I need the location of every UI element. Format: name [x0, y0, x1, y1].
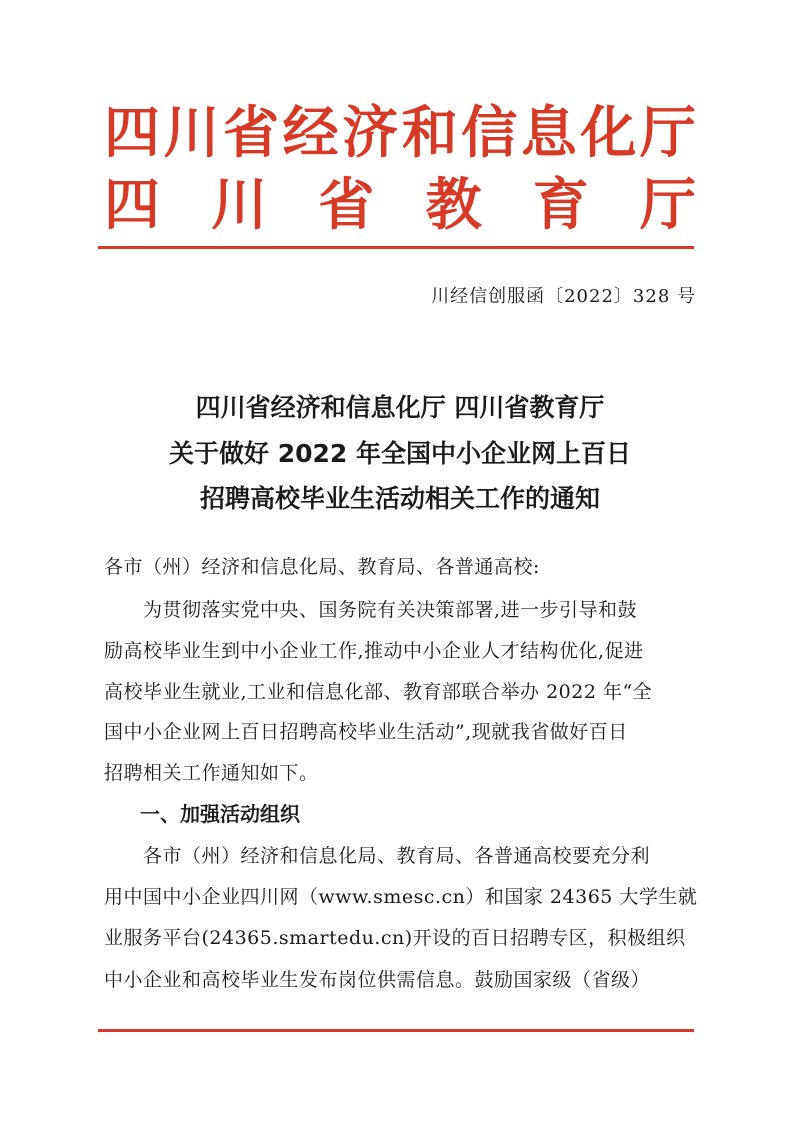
letterhead-line-1	[104, 102, 696, 166]
letterhead-char: 和	[401, 101, 458, 166]
letterhead-char: 省	[223, 101, 280, 166]
letterhead-char: 教	[425, 173, 482, 238]
footer-divider	[98, 1029, 694, 1032]
paragraph-1-line: 国中小企业网上百日招聘高校毕业生活动”,现就我省做好百日	[104, 721, 628, 743]
paragraph-2-line: 中小企业和高校毕业生发布岗位供需信息。鼓励国家级（省级）	[104, 969, 651, 991]
title-line-2: 关于做好 2022 年全国中小企业网上百日	[169, 439, 631, 468]
paragraph-1-line: 招聘相关工作通知如下。	[104, 762, 319, 784]
letterhead-char: 省	[318, 173, 375, 238]
letterhead-char: 信	[461, 101, 518, 166]
letterhead-char: 四	[104, 101, 160, 166]
letterhead-char: 息	[520, 101, 577, 166]
letterhead-char: 育	[532, 173, 589, 238]
letterhead-divider	[98, 246, 694, 249]
letterhead-char: 川	[163, 101, 220, 166]
letterhead-char: 厅	[639, 173, 696, 238]
title-line-1: 四川省经济和信息化厅 四川省教育厅	[195, 393, 605, 422]
paragraph-1-line: 为贯彻落实党中央、国务院有关决策部署,进一步引导和鼓	[104, 599, 638, 621]
letterhead-char: 经	[282, 101, 339, 166]
document-number: 川经信创服函〔2022〕328 号	[431, 286, 696, 307]
paragraph-2-line: 用中国中小企业四川网（www.smesc.cn）和国家 24365 大学生就	[104, 886, 698, 908]
paragraph-2-line: 业服务平台(24365.smartedu.cn)开设的百日招聘专区，积极组织	[104, 927, 686, 949]
letterhead-char: 川	[211, 173, 268, 238]
section-heading: 一、加强活动组织	[140, 802, 300, 826]
salutation: 各市（州）经济和信息化局、教育局、各普通高校:	[104, 556, 540, 578]
letterhead-char: 厅	[639, 101, 696, 166]
letterhead-char: 济	[342, 101, 399, 166]
paragraph-1-line: 高校毕业生就业,工业和信息化部、教育部联合举办 2022 年“全	[104, 681, 653, 703]
letterhead-char: 四	[104, 173, 160, 238]
letterhead-char: 化	[580, 101, 637, 166]
title-line-3: 招聘高校毕业生活动相关工作的通知	[199, 484, 600, 513]
letterhead-line-2	[104, 174, 696, 238]
paragraph-2-line: 各市（州）经济和信息化局、教育局、各普通高校要充分利	[104, 845, 651, 867]
paragraph-1-line: 励高校毕业生到中小企业工作,推动中小企业人才结构优化,促进	[104, 640, 644, 662]
